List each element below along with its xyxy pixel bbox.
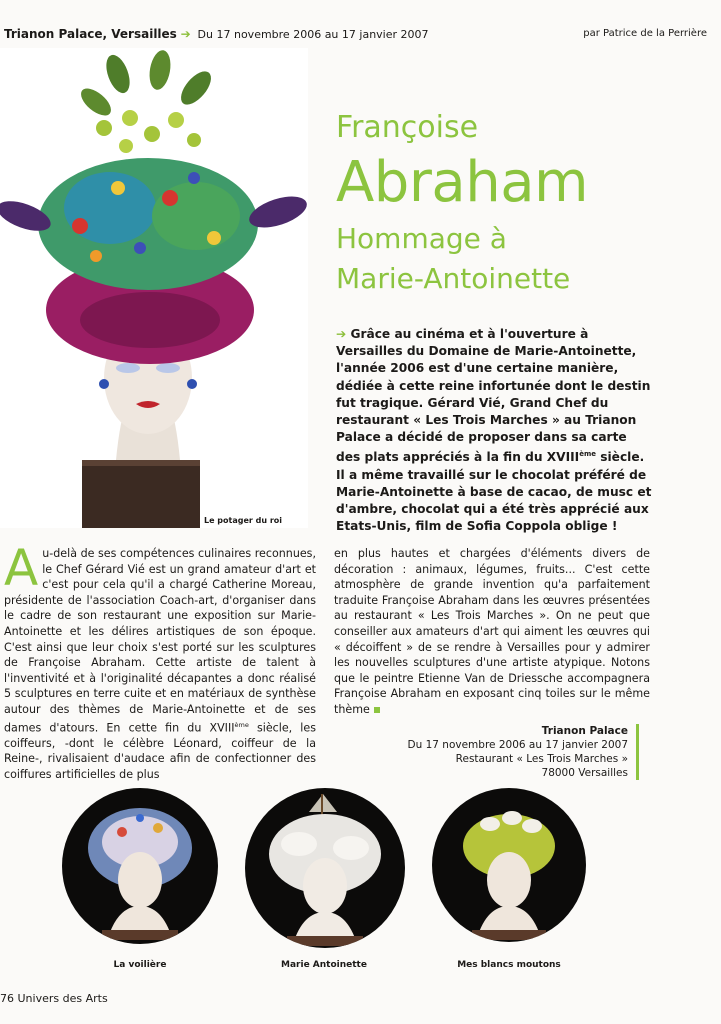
intro-text-2: siècle. Il a même travaillé sur le chocolat préféré de Marie-Antoinette à base de cacao, de musc et d'ambre, chocolat qui a été très apprécié aux Etats-Unis, film de Sofia Coppola oblige ! <box>336 450 652 534</box>
intro-paragraph <box>336 326 652 536</box>
body-column-1 <box>4 539 316 783</box>
sculpture-illustration <box>0 48 308 528</box>
body-column-2 <box>334 546 650 718</box>
main-sculpture-photo <box>0 48 308 528</box>
publication-name: Univers des Arts <box>17 992 108 1005</box>
gallery-caption-la-voiliere: La voilière <box>113 960 167 970</box>
main-photo-caption: Le potager du roi <box>204 516 283 525</box>
title-subtitle-line2: Marie-Antoinette <box>336 262 571 295</box>
title-subtitle-line1: Hommage à <box>336 222 507 255</box>
venue-address: 78000 Versailles <box>541 767 628 779</box>
venue-dates: Du 17 novembre 2006 au 17 janvier 2007 <box>407 739 628 751</box>
end-square-icon <box>374 707 380 713</box>
gallery-photo-mes-blancs-moutons <box>432 788 586 942</box>
intro-text: Grâce au cinéma et à l'ouverture à Versailles du Domaine de Marie-Antoinette, l'année 2006 est d'une certaine manière, dédiée à cette reine infortunée dont le destin fut tragique. Gérard Vié, Grand Chef du restaurant « Les Trois Marches » au Trianon Palace a décidé de proposer dans sa carte des plats appréciés à la fin du XVIII <box>336 327 651 465</box>
dropcap-letter: A <box>4 539 39 597</box>
venue-name: Trianon Palace <box>541 725 628 737</box>
arrow-right-icon: ➔ <box>180 27 191 41</box>
gallery-photo-marie-antoinette <box>245 788 405 948</box>
venue-info <box>408 724 639 780</box>
sculpture-marie-antoinette-illustration <box>245 788 405 948</box>
intro-superscript: ème <box>579 450 596 459</box>
page-number: 76 <box>0 992 14 1005</box>
header-dates: Du 17 novembre 2006 au 17 janvier 2007 <box>197 28 429 41</box>
sculpture-moutons-illustration <box>432 788 586 942</box>
body-column-1-superscript: ème <box>234 720 249 729</box>
header-location-name: Trianon Palace, Versailles <box>4 27 177 41</box>
title-last-name: Abraham <box>336 150 589 215</box>
gallery-photo-la-voiliere <box>62 788 218 944</box>
intro-arrow-icon: ➔ <box>336 327 347 341</box>
body-column-2-text: en plus hautes et chargées d'éléments divers de décoration : animaux, légumes, fruits... C'est cette atmosphère de grande invention qu'a parfaitement traduite Françoise Abraham dans les œuvres présentées au restaurant « Les Trois Marches ». On ne peut que conseiller aux amateurs d'art qui aiment les œuvres qui « décoiffent » de se rendre à Versailles pour y admirer les nouvelles sculptures d'une artiste atypique. Notons que le peintre Etienne Van de Driessche accompagnera Françoise Abraham en exposant cinq toiles sur le même thème <box>334 547 650 716</box>
header-byline: par Patrice de la Perrière <box>583 28 707 39</box>
title-first-name: Françoise <box>336 110 479 145</box>
page-footer <box>0 992 108 1005</box>
body-column-1-text: u-delà de ses compétences culinaires reconnues, le Chef Gérard Vié est un grand amateur d'art et c'est pour cela qu'il a chargé Catherine Moreau, présidente de l'association Coach-art, d'organiser dans le cadre de son restaurant une exposition sur Marie-Antoinette et les délires artistiques de son époque. C'est ainsi que leur choix s'est porté sur les sculptures de Françoise Abraham. Cette artiste de talent à l'inventivité et à l'originalité décapantes a donc réalisé 5 sculptures en terre cuite et en matériaux de synthèse autour des thèmes de Marie-Antoinette et de ses dames d'atours. En cette fin du XVIII <box>4 547 316 735</box>
gallery-caption-mes-blancs-moutons: Mes blancs moutons <box>457 960 561 970</box>
venue-restaurant: Restaurant « Les Trois Marches » <box>455 753 628 765</box>
sculpture-voiliere-illustration <box>62 788 218 944</box>
gallery-caption-marie-antoinette: Marie Antoinette <box>281 960 367 970</box>
header-location <box>4 27 429 41</box>
body-column-1-text-2: siècle, les coiffeurs, -dont le célèbre Léonard, coiffeur de la Reine-, rivalisaient d'audace afin de confectionner des coiffures artificielles de plus <box>4 721 316 781</box>
